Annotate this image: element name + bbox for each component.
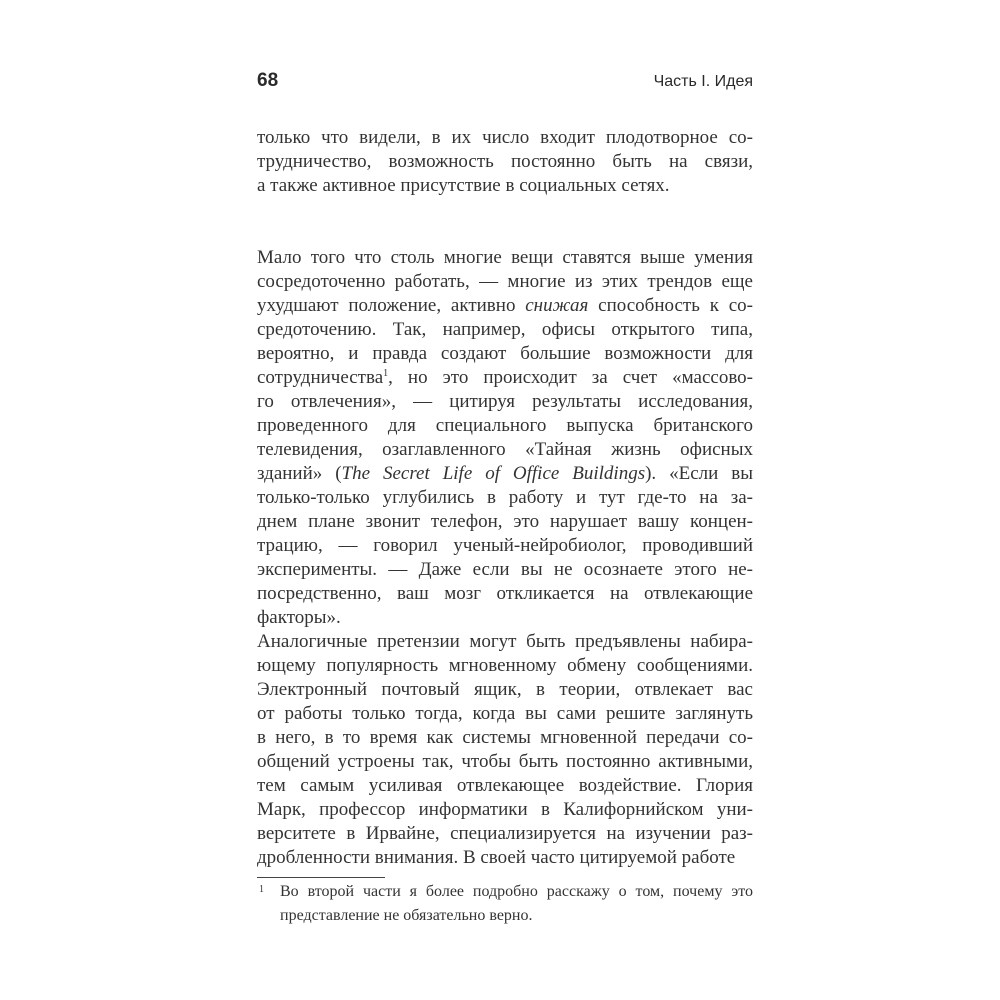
text-segment: проведенного для специального выпуска британского	[257, 415, 753, 436]
text-line	[257, 702, 753, 726]
footnote-line: представление не обязательно верно.	[280, 907, 533, 924]
text-segment: трудничество, возможность постоянно быть на связи,	[257, 151, 753, 172]
footnote-line: Во второй части я более подробно расскажу о том, почему это	[280, 883, 753, 900]
text-segment: тем самым усиливая отвлекающее воздействие. Глория	[257, 775, 753, 796]
text-segment: днем плане звонит телефон, это нарушает вашу концен-	[257, 511, 753, 532]
text-segment: Электронный почтовый ящик, в теории, отвлекает вас	[257, 679, 753, 700]
text-segment: в него, в то время как системы мгновенной передачи со-	[257, 727, 753, 748]
text-segment: ухудшают положение, активно	[257, 295, 526, 316]
text-line	[257, 654, 753, 678]
text-segment: дробленности внимания. В своей часто цитируемой работе	[257, 847, 736, 868]
text-line	[257, 582, 753, 606]
italic-text: снижая	[525, 295, 589, 316]
text-line	[257, 750, 753, 774]
footnote-divider	[257, 877, 385, 878]
text-line	[257, 822, 753, 846]
text-line	[257, 270, 753, 294]
text-segment: эксперименты. — Даже если вы не осознаете этого не-	[257, 559, 753, 580]
text-line	[257, 534, 753, 558]
text-segment: зданий» (	[257, 463, 342, 484]
text-segment: сотрудничества	[257, 367, 384, 388]
text-line	[257, 726, 753, 750]
footnote-mark: 1	[259, 884, 264, 895]
text-line	[257, 342, 753, 366]
text-segment: от работы только тогда, когда вы сами решите заглянуть	[257, 703, 753, 724]
text-segment: способность к со-	[588, 295, 753, 316]
text-segment: го отвлечения», — цитируя результаты исследования,	[257, 391, 753, 412]
text-line	[257, 486, 753, 510]
text-segment: трацию, — говорил ученый-нейробиолог, проводивший	[257, 535, 753, 556]
text-segment: вероятно, и правда создают большие возможности для	[257, 343, 753, 364]
page-number: 68	[257, 70, 279, 91]
text-line	[257, 774, 753, 798]
text-line	[257, 558, 753, 582]
text-segment: общений устроены так, чтобы быть постоянно активными,	[257, 751, 753, 772]
text-segment: Аналогичные претензии могут быть предъявлены набира-	[257, 631, 753, 652]
text-line	[257, 678, 753, 702]
text-segment: средоточению. Так, например, офисы открытого типа,	[257, 319, 753, 340]
text-segment: , но это происходит за счет «массово-	[388, 367, 753, 388]
text-line	[257, 510, 753, 534]
text-segment: посредственно, ваш мозг откликается на отвлекающие	[257, 583, 753, 604]
text-segment: Мало того что столь многие вещи ставятся выше умения	[257, 247, 753, 268]
text-segment: ). «Если вы	[645, 463, 753, 484]
text-line	[257, 462, 753, 486]
text-line	[257, 294, 753, 318]
text-segment: только-только углубились в работу и тут где-то на за-	[257, 487, 753, 508]
text-segment: факторы».	[257, 607, 341, 628]
text-line	[257, 318, 753, 342]
text-line	[257, 798, 753, 822]
running-head: Часть I. Идея	[653, 73, 753, 90]
italic-text: The Secret Life of Office Buildings	[341, 463, 646, 484]
text-segment: ющему популярность мгновенному обмену сообщениями.	[257, 655, 753, 676]
text-line	[257, 414, 753, 438]
text-line	[257, 246, 753, 270]
text-line	[257, 630, 753, 654]
text-segment: а также активное присутствие в социальных сетях.	[257, 175, 670, 196]
text-segment: верситете в Ирвайне, специализируется на изучении раз-	[257, 823, 753, 844]
text-segment: Марк, профессор информатики в Калифорнийском уни-	[257, 799, 753, 820]
text-line	[257, 366, 753, 390]
text-line	[257, 174, 753, 198]
text-line	[257, 846, 753, 870]
text-line	[257, 126, 753, 150]
text-line	[257, 606, 753, 630]
text-line	[257, 438, 753, 462]
footnote-reference: 1	[383, 368, 389, 379]
text-segment: сосредоточенно работать, — многие из этих трендов еще	[257, 271, 753, 292]
text-segment: телевидения, озаглавленного «Тайная жизнь офисных	[257, 439, 753, 460]
text-line	[257, 150, 753, 174]
text-segment: только что видели, в их число входит плодотворное со-	[257, 127, 753, 148]
text-line	[257, 390, 753, 414]
